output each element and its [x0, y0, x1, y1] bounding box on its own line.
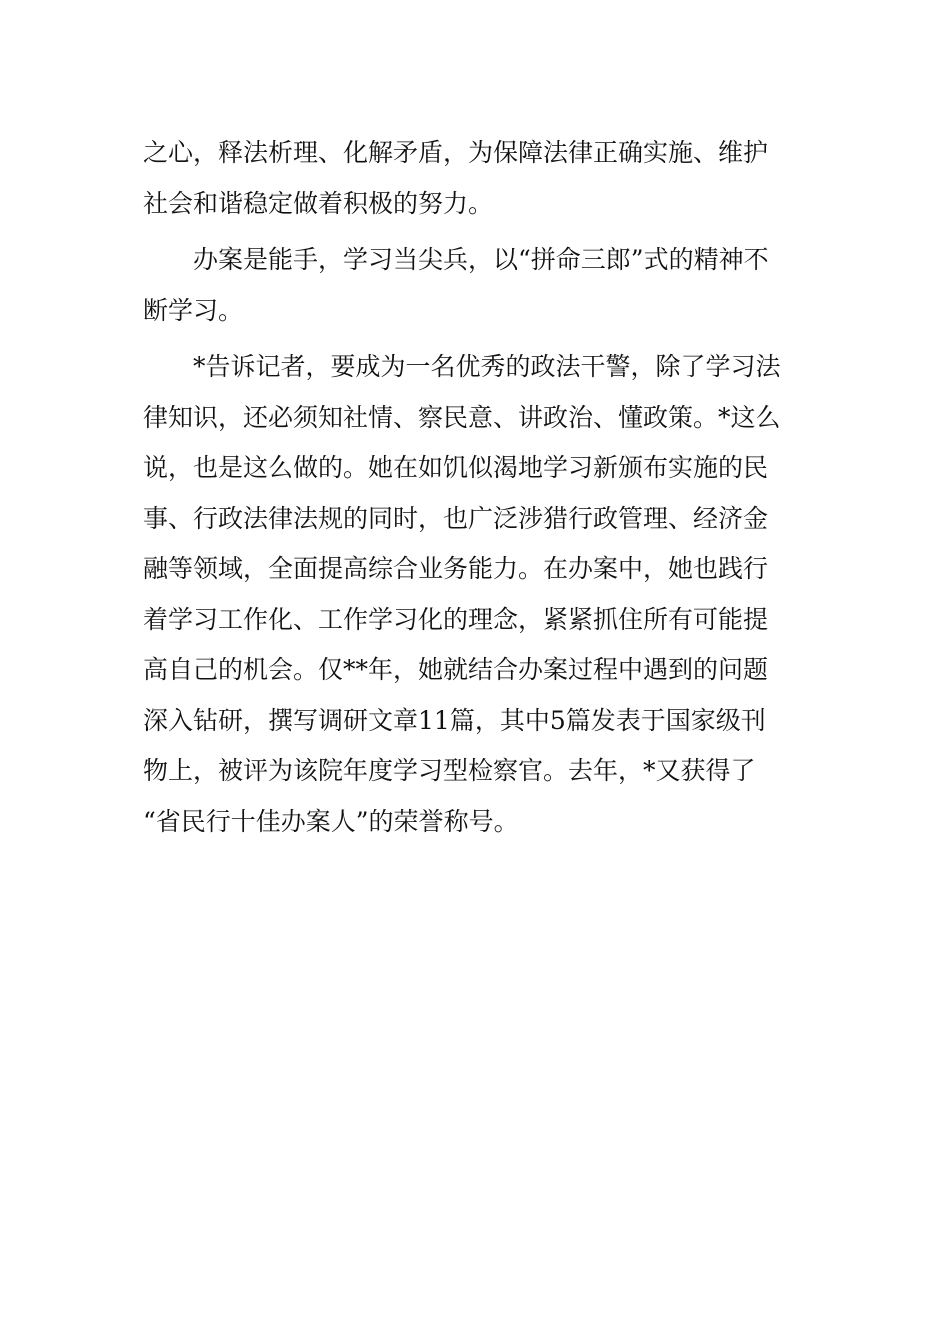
text-line: 高自己的机会。仅**年，她就结合办案过程中遇到的问题 [143, 655, 769, 684]
text-line: 办案是能手，学习当尖兵，以“拼命三郎”式的精神不 [193, 245, 769, 274]
text-line: “省民行十佳办案人”的荣誉称号。 [143, 806, 519, 836]
text-line: 说，也是这么做的。她在如饥似渴地学习新颁布实施的民 [143, 453, 769, 482]
text-line: *告诉记者，要成为一名优秀的政法干警，除了学习法 [193, 352, 781, 381]
text-line: 断学习。 [143, 295, 244, 325]
text-line: 着学习工作化、工作学习化的理念，紧紧抓住所有可能提 [143, 604, 769, 634]
text-line: 律知识，还必须知社情、察民意、讲政治、懂政策。*这么 [143, 402, 781, 432]
document-body [143, 128, 807, 847]
text-line: 社会和谐稳定做着积极的努力。 [143, 188, 494, 218]
text-line: 事、行政法律法规的同时，也广泛涉猎行政管理、经济金 [143, 503, 769, 533]
text-line: 融等领域，全面提高综合业务能力。在办案中，她也践行 [143, 554, 769, 583]
text-line: 物上，被评为该院年度学习型检察官。去年，*又获得了 [143, 756, 756, 785]
text-line: 深入钻研，撰写调研文章11篇，其中5篇发表于国家级刊 [143, 705, 766, 735]
paragraph-2 [143, 235, 807, 336]
text-line: 之心，释法析理、化解矛盾，为保障法律正确实施、维护 [143, 138, 769, 167]
paragraph-3 [143, 342, 807, 847]
paragraph-1 [143, 128, 807, 229]
